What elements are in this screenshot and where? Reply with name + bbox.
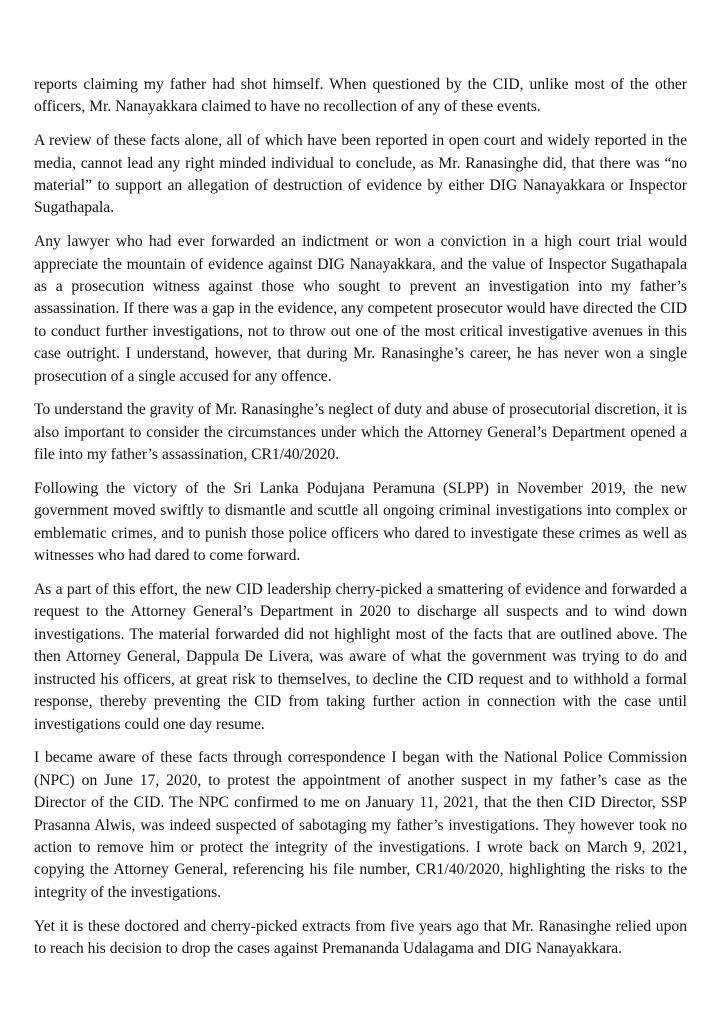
paragraph-6: As a part of this effort, the new CID leadership cherry-picked a smattering of evidence and forwarded a request to the Attorney General’s Department in 2020 to discharge all suspects and to wind down investigations. The material forwarded did not highlight most of the facts that are outlined above. The then Attorney General, Dappula De Livera, was aware of what the government was trying to do and instructed his officers, at great risk to themselves, to decline the CID request and to withhold a formal response, thereby preventing the CID from taking further action in connection with the case until investigations could one day resume. [34,581,687,733]
paragraph-4: To understand the gravity of Mr. Ranasinghe’s neglect of duty and abuse of prosecutorial discretion, it is also important to consider the circumstances under which the Attorney General’s Department opened a file into my father’s assassination, CR1/40/2020. [34,401,687,464]
paragraph-3: Any lawyer who had ever forwarded an indictment or won a conviction in a high court trial would appreciate the mountain of evidence against DIG Nanayakkara, and the value of Inspector Sugathapala as a prosecution witness against those who sought to prevent an investigation into my father’s assassination. If there was a gap in the evidence, any competent prosecutor would have directed the CID to conduct further investigations, not to throw out one of the most critical investigative avenues in this case outright. I understand, however, that during Mr. Ranasinghe’s career, he has never won a single prosecution of a single accused for any offence. [34,233,687,385]
paragraph-2: A review of these facts alone, all of which have been reported in open court and widely reported in the media, cannot lead any right minded individual to conclude, as Mr. Ranasinghe did, that there was “no material” to support an allegation of destruction of evidence by either DIG Nanayakkara or Inspector Sugathapala. [34,132,687,217]
paragraph-7: I became aware of these facts through correspondence I began with the National Police Commission (NPC) on June 17, 2020, to protest the appointment of another suspect in my father’s case as the Director of the CID. The NPC confirmed to me on January 11, 2021, that the then CID Director, SSP Prasanna Alwis, was indeed suspected of sabotaging my father’s investigations. They however took no action to remove him or protect the integrity of the investigations. I wrote back on March 9, 2021, copying the Attorney General, referencing his file number, CR1/40/2020, highlighting the risks to the integrity of the investigations. [34,749,687,901]
paragraph-1: reports claiming my father had shot himself. When questioned by the CID, unlike most of the other officers, Mr. Nanayakkara claimed to have no recollection of any of these events. [34,76,687,116]
paragraph-8: Yet it is these doctored and cherry-picked extracts from five years ago that Mr. Ranasinghe relied upon to reach his decision to drop the cases against Premananda Udalagama and DIG Nanayakkara. [34,917,687,957]
document-body [34,74,687,972]
paragraph-5: Following the victory of the Sri Lanka Podujana Peramuna (SLPP) in November 2019, the new government moved swiftly to dismantle and scuttle all ongoing criminal investigations into complex or emblematic crimes, and to punish those police officers who dared to investigate these crimes as well as witnesses who had dared to come forward. [34,480,687,565]
